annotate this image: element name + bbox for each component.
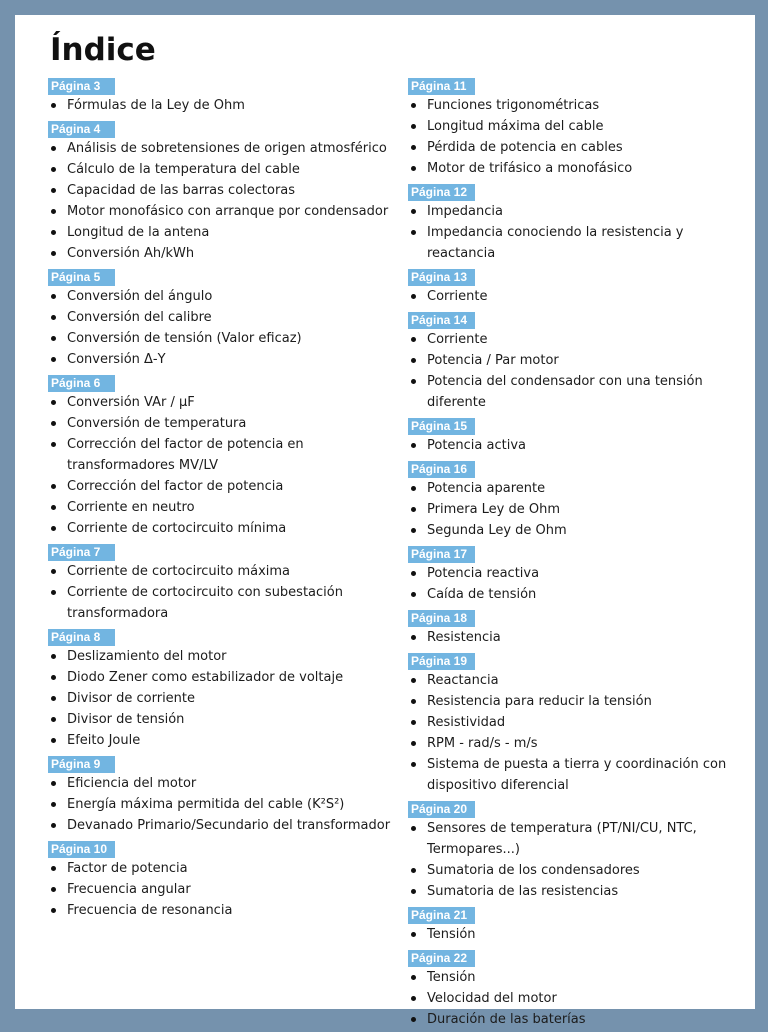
index-page (15, 15, 755, 1027)
topic-item: Potencia aparente (408, 478, 753, 499)
topic-item: Resistencia para reducir la tensión (408, 691, 753, 712)
topic-list (48, 286, 398, 370)
topic-list (408, 670, 753, 796)
topic-item: Eficiencia del motor (48, 773, 398, 794)
topic-list (48, 138, 398, 264)
index-section (408, 650, 753, 796)
topic-item: Diodo Zener como estabilizador de voltaje (48, 667, 398, 688)
topic-list (48, 646, 398, 751)
topic-list (408, 329, 753, 413)
topic-item: Duración de las baterías (408, 1009, 753, 1030)
topic-list (408, 924, 753, 945)
index-section (48, 372, 398, 539)
topic-list (48, 773, 398, 836)
topic-item: Factor de potencia (48, 858, 398, 879)
topic-item: Longitud máxima del cable (408, 116, 753, 137)
topic-list (408, 95, 753, 179)
index-section (48, 753, 398, 836)
index-section (48, 541, 398, 624)
topic-list (48, 561, 398, 624)
topic-list (408, 286, 753, 307)
topic-item: Frecuencia de resonancia (48, 900, 398, 921)
topic-list (408, 627, 753, 648)
topic-item: Primera Ley de Ohm (408, 499, 753, 520)
page-label: Página 3 (48, 78, 115, 95)
index-section (408, 607, 753, 648)
topic-item: Potencia activa (408, 435, 753, 456)
topic-item: Motor monofásico con arranque por condensador (48, 201, 398, 222)
topic-item: Corriente de cortocircuito mínima (48, 518, 398, 539)
topic-item: Impedancia (408, 201, 753, 222)
topic-item: Devanado Primario/Secundario del transformador (48, 815, 398, 836)
index-section (408, 266, 753, 307)
topic-item: Corriente (408, 329, 753, 350)
topic-item: Potencia / Par motor (408, 350, 753, 371)
index-section (408, 309, 753, 413)
page-label: Página 9 (48, 756, 115, 773)
topic-item: Divisor de corriente (48, 688, 398, 709)
topic-item: Fórmulas de la Ley de Ohm (48, 95, 398, 116)
page-label: Página 14 (408, 312, 475, 329)
topic-item: Sistema de puesta a tierra y coordinación con dispositivo diferencial (408, 754, 753, 796)
topic-item: Efeito Joule (48, 730, 398, 751)
topic-item: Análisis de sobretensiones de origen atmosférico (48, 138, 398, 159)
topic-list (48, 858, 398, 921)
topic-item: Frecuencia angular (48, 879, 398, 900)
topic-item: Conversión de temperatura (48, 413, 398, 434)
topic-list (48, 95, 398, 116)
topic-item: Divisor de tensión (48, 709, 398, 730)
page-label: Página 19 (408, 653, 475, 670)
topic-item: Motor de trifásico a monofásico (408, 158, 753, 179)
page-label: Página 21 (408, 907, 475, 924)
topic-item: Potencia reactiva (408, 563, 753, 584)
page-label: Página 5 (48, 269, 115, 286)
topic-item: Corriente de cortocircuito máxima (48, 561, 398, 582)
topic-item: Impedancia conociendo la resistencia y reactancia (408, 222, 753, 264)
topic-list (408, 967, 753, 1030)
topic-item: Conversión VAr / μF (48, 392, 398, 413)
topic-item: Resistividad (408, 712, 753, 733)
topic-item: Corriente de cortocircuito con subestación transformadora (48, 582, 398, 624)
right-column (408, 75, 753, 1032)
topic-list (48, 392, 398, 539)
topic-item: Sumatoria de los condensadores (408, 860, 753, 881)
index-section (408, 75, 753, 179)
page-label: Página 7 (48, 544, 115, 561)
page-label: Página 8 (48, 629, 115, 646)
page-label: Página 13 (408, 269, 475, 286)
page-label: Página 18 (408, 610, 475, 627)
topic-item: Conversión de tensión (Valor eficaz) (48, 328, 398, 349)
page-label: Página 16 (408, 461, 475, 478)
topic-item: Corrección del factor de potencia en transformadores MV/LV (48, 434, 398, 476)
topic-item: Corriente en neutro (48, 497, 398, 518)
index-section (48, 838, 398, 921)
topic-item: Energía máxima permitida del cable (K²S²) (48, 794, 398, 815)
index-section (48, 266, 398, 370)
left-column (48, 75, 398, 923)
topic-item: Reactancia (408, 670, 753, 691)
topic-item: Deslizamiento del motor (48, 646, 398, 667)
index-section (408, 904, 753, 945)
page-label: Página 10 (48, 841, 115, 858)
topic-item: Tensión (408, 967, 753, 988)
index-section (408, 947, 753, 1030)
topic-item: RPM - rad/s - m/s (408, 733, 753, 754)
page-label: Página 22 (408, 950, 475, 967)
topic-item: Potencia del condensador con una tensión diferente (408, 371, 753, 413)
topic-item: Segunda Ley de Ohm (408, 520, 753, 541)
index-section (408, 543, 753, 605)
page-label: Página 4 (48, 121, 115, 138)
page-title: Índice (50, 32, 156, 68)
topic-list (408, 201, 753, 264)
index-section (408, 181, 753, 264)
page-label: Página 6 (48, 375, 115, 392)
page-label: Página 20 (408, 801, 475, 818)
topic-item: Conversión Δ-Y (48, 349, 398, 370)
topic-list (408, 563, 753, 605)
page-label: Página 15 (408, 418, 475, 435)
topic-item: Capacidad de las barras colectoras (48, 180, 398, 201)
topic-item: Resistencia (408, 627, 753, 648)
topic-item: Sensores de temperatura (PT/NI/CU, NTC, Termopares...) (408, 818, 753, 860)
topic-list (408, 435, 753, 456)
topic-item: Pérdida de potencia en cables (408, 137, 753, 158)
topic-list (408, 818, 753, 902)
page-label: Página 11 (408, 78, 475, 95)
index-section (408, 415, 753, 456)
page-label: Página 17 (408, 546, 475, 563)
topic-item: Corrección del factor de potencia (48, 476, 398, 497)
index-section (48, 118, 398, 264)
topic-item: Conversión del calibre (48, 307, 398, 328)
page-label: Página 12 (408, 184, 475, 201)
topic-item: Velocidad del motor (408, 988, 753, 1009)
index-section (48, 626, 398, 751)
topic-item: Longitud de la antena (48, 222, 398, 243)
topic-item: Cálculo de la temperatura del cable (48, 159, 398, 180)
topic-item: Tensión (408, 924, 753, 945)
index-section (408, 458, 753, 541)
topic-item: Funciones trigonométricas (408, 95, 753, 116)
topic-item: Conversión del ángulo (48, 286, 398, 307)
index-section (408, 798, 753, 902)
topic-item: Corriente (408, 286, 753, 307)
index-section (48, 75, 398, 116)
topic-list (408, 478, 753, 541)
topic-item: Conversión Ah/kWh (48, 243, 398, 264)
topic-item: Caída de tensión (408, 584, 753, 605)
topic-item: Sumatoria de las resistencias (408, 881, 753, 902)
